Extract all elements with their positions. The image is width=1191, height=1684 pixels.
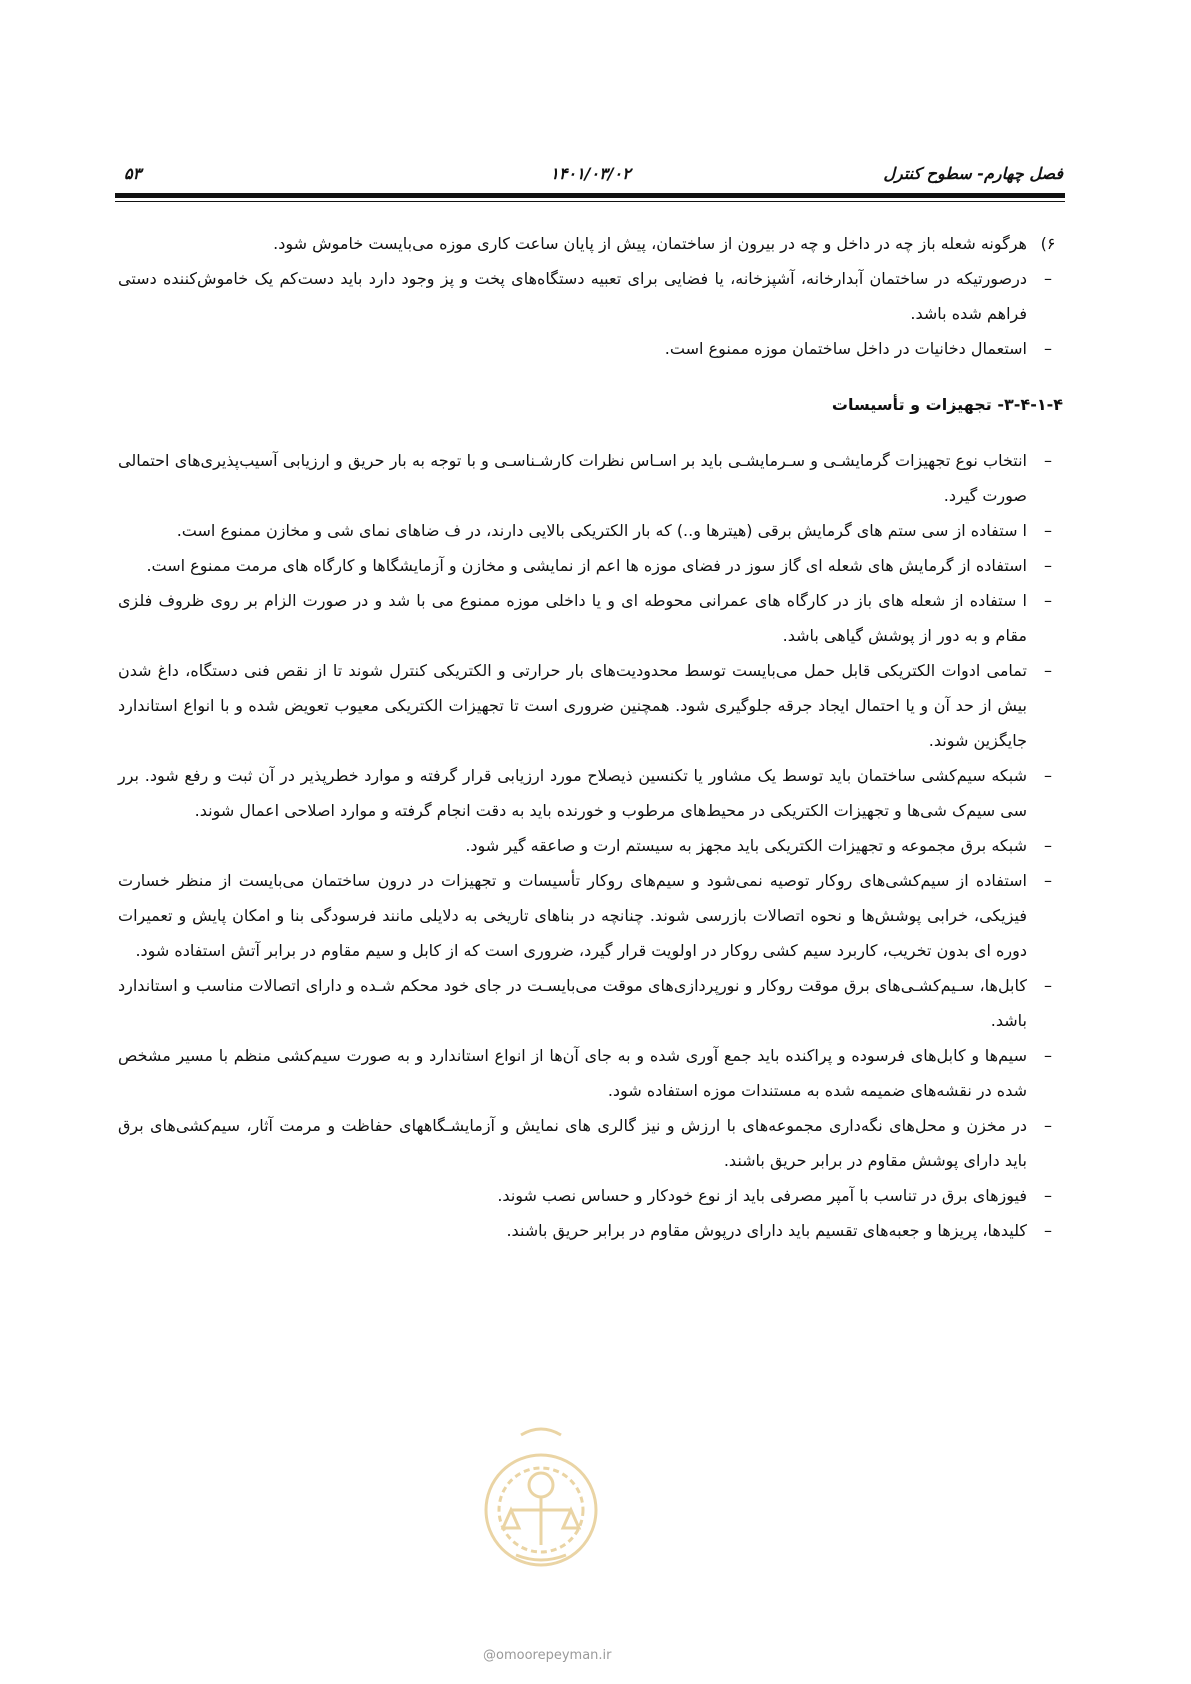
section-heading: ۳-۴-۱-۴- تجهیزات و تأسیسات — [831, 395, 1063, 414]
page-header — [118, 160, 1063, 188]
list-marker: – — [1044, 766, 1052, 785]
list-item-text: شبکه سیم‌کشی ساختمان باید توسط یک مشاور یا تکنسین ذیصلاح مورد ارزیابی قرار گرفته و موارد خطرپذیر در آن ثبت و رفع شود. برر سی سیم‌ک شی‌ها و تجهیزات الکتریکی در محیط‌های مرطوب و خورنده باید به دقت انجام گرفته و موارد اصلاحی اعمال شوند. — [118, 766, 1027, 820]
header-date: ۱۴۰۱/۰۳/۰۲ — [550, 164, 631, 183]
list-item-text: ا ستفاده از سی ستم های گرمایش برقی (هیترها و..) که بار الکتریکی بالایی دارند، در ف ضاهای نمای شی و مخازن ممنوع است. — [176, 521, 1027, 540]
list-item-text: استفاده از سیم‌کشی‌های روکار توصیه نمی‌شود و سیم‌های روکار تأسیسات و تجهیزات در درون ساختمان می‌بایست از منظر خسارت فیزیکی، خرابی پوشش‌ها و نحوه اتصالات بازرسی شوند. چنانچه در بناهای تاریخی به دلایلی مانند فرسودگی بنا و امکان پایش و تعمیرات دوره ای بدون تخریب، کاربرد سیم کشی روکار در اولویت قرار گیرد، ضروری است که از کابل و سیم مقاوم در برابر آتش استفاده شود. — [118, 871, 1027, 960]
header-rule-thin — [115, 201, 1065, 202]
list-marker: – — [1044, 1221, 1052, 1240]
list-marker: – — [1044, 1116, 1052, 1135]
list-marker: ۶) — [1040, 234, 1056, 253]
list-item-text: هرگونه شعله باز چه در داخل و چه در بیرون از ساختمان، پیش از پایان ساعت کاری موزه می‌بایست خاموش شود. — [273, 234, 1027, 253]
list-marker: – — [1044, 1046, 1052, 1065]
list-item-text: درصورتیکه در ساختمان آبدارخانه، آشپزخانه، یا فضایی برای تعبیه دستگاه‌های پخت و پز وجود دارد باید دست‌کم یک خاموش‌کننده دستی فراهم شده باشد. — [118, 269, 1027, 323]
list-marker: – — [1044, 591, 1052, 610]
list-marker: – — [1044, 836, 1052, 855]
watermark-site: @omoorepeyman.ir — [483, 1648, 612, 1663]
list-item — [118, 261, 1063, 331]
list-item — [118, 513, 1063, 548]
list-marker: – — [1044, 976, 1052, 995]
intro-list — [118, 226, 1063, 366]
list-item-text: کلیدها، پریزها و جعبه‌های تقسیم باید دارای درپوش مقاوم در برابر حریق باشند. — [506, 1221, 1027, 1240]
list-item-text: فیوزهای برق در تناسب با آمپر مصرفی باید از نوع خودکار و حساس نصب شوند. — [497, 1186, 1027, 1205]
list-item — [118, 653, 1063, 758]
page-number: ۵۳ — [124, 164, 142, 183]
balance-gear-seal-icon — [476, 1415, 606, 1595]
list-marker: – — [1044, 451, 1052, 470]
list-item-text: انتخاب نوع تجهیزات گرمایشـی و سـرمایشـی باید بر اسـاس نظرات کارشـناسـی و با توجه به بار حریق و ارزیابی آسیب‌پذیری‌های احتمالی صورت گیرد. — [118, 451, 1027, 505]
list-item — [118, 1108, 1063, 1178]
list-marker: – — [1044, 269, 1052, 288]
list-item — [118, 583, 1063, 653]
list-item-text: استفاده از گرمایش های شعله ای گاز سوز در فضای موزه ها اعم از نمایشی و مخازن و آزمایشگاها و کارگاه های مرمت ممنوع است. — [146, 556, 1027, 575]
list-item — [118, 548, 1063, 583]
list-marker: – — [1044, 521, 1052, 540]
list-item — [118, 331, 1063, 366]
list-item — [118, 443, 1063, 513]
section-list — [118, 443, 1063, 1248]
list-marker: – — [1044, 556, 1052, 575]
list-marker: – — [1044, 339, 1052, 358]
list-item-text: استعمال دخانیات در داخل ساختمان موزه ممنوع است. — [664, 339, 1027, 358]
page-content — [118, 226, 1063, 1248]
list-marker: – — [1044, 661, 1052, 680]
list-item-text: کابل‌ها، سـیم‌کشـی‌های برق موقت روکار و نورپردازی‌های موقت می‌بایسـت در جای خود محکم شـده و دارای اتصالات مناسب و استاندارد باشد. — [118, 976, 1027, 1030]
list-item — [118, 863, 1063, 968]
list-item-text: سیم‌ها و کابل‌های فرسوده و پراکنده باید جمع آوری شده و به جای آن‌ها از انواع استاندارد و به صورت سیم‌کشی منظم با مسیر مشخص شده در نقشه‌های ضمیمه شده به مستندات موزه استفاده شود. — [118, 1046, 1027, 1100]
list-item-text: در مخزن و محل‌های نگه‌داری مجموعه‌های با ارزش و نیز گالری های نمایش و آزمایشـگاههای حفاظت و مرمت آثار، سیم‌کشی‌های برق باید دارای پوشش مقاوم در برابر حریق باشند. — [118, 1116, 1027, 1170]
list-item — [118, 968, 1063, 1038]
list-marker: – — [1044, 871, 1052, 890]
list-item — [118, 828, 1063, 863]
list-item — [118, 1038, 1063, 1108]
list-item-text: شبکه برق مجموعه و تجهیزات الکتریکی باید مجهز به سیستم ارت و صاعقه گیر شود. — [465, 836, 1027, 855]
list-item — [118, 1213, 1063, 1248]
list-item — [118, 1178, 1063, 1213]
header-rule-thick — [115, 193, 1065, 198]
list-item — [118, 758, 1063, 828]
chapter-title: فصل چهارم- سطوح کنترل — [883, 164, 1063, 183]
list-item-text: تمامی ادوات الکتریکی قابل حمل می‌بایست توسط محدودیت‌های بار حرارتی و الکتریکی کنترل شوند تا از نقص فنی دستگاه، داغ شدن بیش از حد آن و یا احتمال ایجاد جرقه جلوگیری شود. همچنین ضروری است تا تجهیزات الکتریکی معیوب تعویض شده و با انواع استاندارد جایگزین شوند. — [118, 661, 1027, 750]
list-item-text: ا ستفاده از شعله های باز در کارگاه های عمرانی محوطه ای و یا داخلی موزه ممنوع می با شد و در صورت الزام بر روی ظروف فلزی مقام و به دور از پوشش گیاهی باشد. — [118, 591, 1027, 645]
list-marker: – — [1044, 1186, 1052, 1205]
list-item — [118, 226, 1063, 261]
